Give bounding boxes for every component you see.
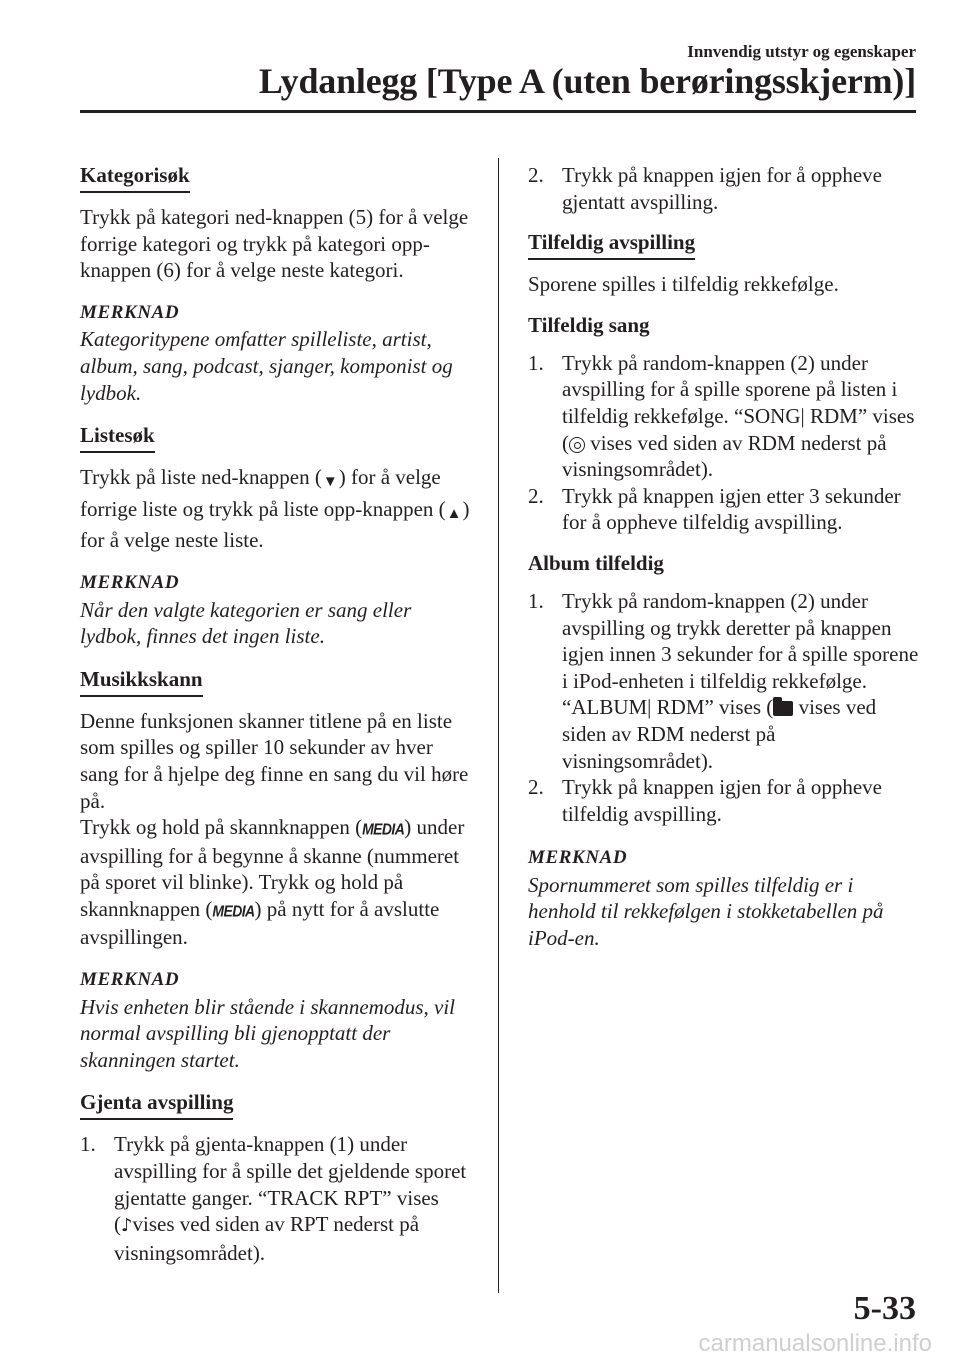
- musikkskann-body-2: [80, 814, 474, 951]
- folder-icon: [773, 701, 793, 716]
- step-number: 2.: [528, 483, 544, 508]
- media-button-icon: MEDIA: [362, 819, 405, 839]
- up-triangle-icon: ▲: [446, 505, 462, 522]
- heading-listesok: Listesøk: [80, 422, 155, 453]
- step-number: 2.: [528, 163, 544, 187]
- step-text: Trykk på knappen igjen for å oppheve tilfeldig avspilling.: [562, 775, 882, 826]
- listesok-body-a: Trykk på liste ned-knappen (: [80, 465, 322, 490]
- sang-step-1a: Trykk på random-knappen (2) under avspilling for å spille sporene på listen i tilfeldig rekkefølge. “SONG: [562, 350, 898, 428]
- music-note-icon: ♪: [121, 1215, 133, 1237]
- note-label: MERKNAD: [80, 571, 180, 593]
- gjenta-step-1a: Trykk på gjenta-knappen (1) under avspilling for å spille det gjeldende sporet gjentatte ganger. “TRACK RPT” vises (: [114, 1132, 467, 1237]
- musikkskann-body-2a: Trykk og hold på skannknappen (: [80, 815, 363, 840]
- heading-tilfeldig-sang: Tilfeldig sang: [528, 312, 650, 337]
- tilfeldig-body: Sporene spilles i tilfeldig rekkefølge.: [528, 272, 839, 297]
- gjenta-step-2: [528, 162, 922, 215]
- sang-step-2: [528, 483, 922, 536]
- step-number: 1.: [528, 350, 544, 375]
- album-step-2: [528, 774, 922, 827]
- gjenta-step-1: [80, 1131, 474, 1266]
- musikkskann-body-1: Denne funksjonen skanner titlene på en liste som spilles og spiller 10 sekunder av hver sang for å hjelpe deg finne en sang du vil høre på.: [80, 708, 469, 813]
- album-step-1c: vises ved siden av RDM nederst på visningsområdet).: [562, 695, 877, 773]
- sang-step-1c: vises ved siden av RDM nederst på visningsområdet).: [562, 430, 887, 482]
- step-number: 1.: [528, 588, 544, 613]
- listesok-body-b: ) for å velge forrige liste og trykk på liste opp-knappen (: [80, 465, 446, 521]
- listesok-body: [80, 464, 474, 554]
- album-step-1b: RDM” vises (: [651, 695, 774, 720]
- step-text: [562, 350, 922, 483]
- separator-bar-icon: |: [647, 695, 652, 720]
- sang-step-1b: RDM” vises (: [562, 403, 915, 455]
- page-title: Lydanlegg [Type A (uten berøringsskjerm)]: [258, 61, 916, 101]
- album-step-1a: Trykk på random-knappen (2) under avspilling og trykk deretter på knappen igjen innen 3 sekunder for å spille sporene i iPod-enheten i tilfeldig rekkefølge. “ALBUM: [562, 588, 919, 720]
- musikkskann-note: Hvis enheten blir stående i skannemodus, vil normal avspilling bli gjenopptatt der skanningen startet.: [80, 994, 456, 1072]
- musikkskann-body-2c: ) på nytt for å avslutte avspillingen.: [80, 896, 440, 950]
- step-text: [114, 1131, 474, 1266]
- step-text: Trykk på knappen igjen for å oppheve gjentatt avspilling.: [562, 163, 882, 214]
- column-divider: [498, 158, 499, 1293]
- heading-gjenta-avspilling: Gjenta avspilling: [80, 1089, 233, 1120]
- down-triangle-icon: ▼: [322, 474, 338, 491]
- musikkskann-body-2b: ) under avspilling for å begynne å skanne (nummeret på sporet vil blinke). Trykk og hold på skannknappen (: [80, 815, 465, 921]
- note-label: MERKNAD: [528, 847, 628, 869]
- album-step-1: [528, 588, 922, 774]
- step-text: [562, 588, 922, 774]
- note-label: MERKNAD: [80, 301, 180, 323]
- left-column: [80, 162, 474, 1266]
- separator-bar-icon: |: [800, 403, 805, 428]
- note-label: MERKNAD: [80, 969, 180, 991]
- footer-watermark: carmanualsonline.info: [698, 1330, 932, 1357]
- step-number: 1.: [80, 1132, 96, 1157]
- heading-kategorisok: Kategorisøk: [80, 162, 190, 193]
- heading-musikkskann: Musikkskann: [80, 666, 203, 697]
- kategorisok-note: Kategoritypene omfatter spilleliste, artist, album, sang, podcast, sjanger, komponist og lydbok.: [80, 327, 453, 405]
- media-button-icon: MEDIA: [212, 901, 255, 921]
- step-text: Trykk på knappen igjen etter 3 sekunder for å oppheve tilfeldig avspilling.: [562, 483, 901, 535]
- sang-step-1: [528, 350, 922, 483]
- listesok-note: Når den valgte kategorien er sang eller lydbok, finnes det ingen liste.: [80, 597, 412, 649]
- listesok-body-c: ) for å velge neste liste.: [80, 496, 470, 553]
- disc-icon: [569, 437, 585, 453]
- right-column: [528, 162, 922, 952]
- page-number: 5-33: [853, 1290, 916, 1327]
- header-section: Innvendig utstyr og egenskaper: [687, 42, 916, 61]
- kategorisok-body: Trykk på kategori ned-knappen (5) for å velge forrige kategori og trykk på kategori opp-knappen (6) for å velge neste kategori.: [80, 205, 469, 283]
- heading-tilfeldig-avspilling: Tilfeldig avspilling: [528, 229, 695, 260]
- header-rule: [80, 110, 916, 113]
- heading-album-tilfeldig: Album tilfeldig: [528, 550, 664, 575]
- album-note: Spornummeret som spilles tilfeldig er i henhold til rekkefølgen i stokketabellen på iPod-en.: [528, 872, 884, 951]
- gjenta-step-1b: vises ved siden av RPT nederst på visningsområdet).: [114, 1212, 420, 1265]
- step-number: 2.: [528, 775, 544, 800]
